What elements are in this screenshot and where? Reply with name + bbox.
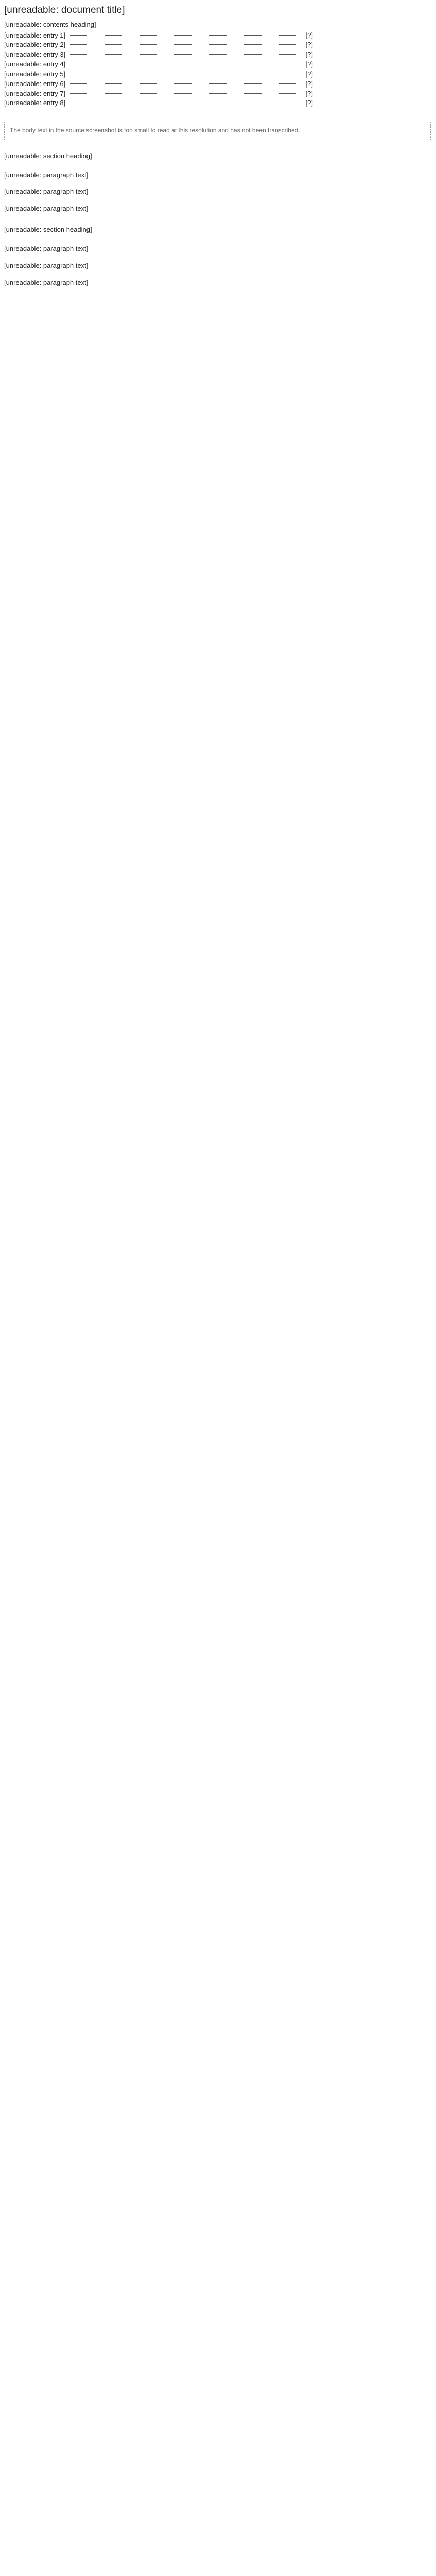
toc-entry-page: [?] <box>305 99 313 107</box>
toc-leader-dots <box>67 44 304 45</box>
toc-entry[interactable] <box>4 70 313 79</box>
toc-entry-page: [?] <box>305 70 313 78</box>
toc-entry-label: [unreadable: entry 6] <box>4 79 66 88</box>
toc-leader-dots <box>67 54 304 55</box>
section-heading: [unreadable: section heading] <box>4 151 92 160</box>
toc-entry-page: [?] <box>305 50 313 59</box>
toc-leader-dots <box>67 83 304 84</box>
section-heading: [unreadable: section heading] <box>4 226 92 234</box>
toc-entry[interactable] <box>4 31 313 41</box>
toc-entry-label: [unreadable: entry 3] <box>4 50 66 59</box>
body-paragraph: [unreadable: paragraph text] <box>4 171 89 179</box>
toc-leader-dots <box>67 35 304 36</box>
transcription-note: The body text in the source screenshot is too small to read at this resolution and has not been transcribed. <box>4 122 431 140</box>
toc-entry-label: [unreadable: entry 2] <box>4 41 66 49</box>
toc-entry[interactable] <box>4 79 313 89</box>
toc-entry-page: [?] <box>305 79 313 88</box>
toc-entry-label: [unreadable: entry 4] <box>4 60 66 69</box>
body-paragraph: [unreadable: paragraph text] <box>4 205 89 213</box>
toc-entry-page: [?] <box>305 60 313 69</box>
body-paragraph: [unreadable: paragraph text] <box>4 188 89 196</box>
toc-entry[interactable] <box>4 89 313 99</box>
document-title: [unreadable: document title] <box>4 5 125 15</box>
toc-entry-page: [?] <box>305 31 313 39</box>
toc-entry-label: [unreadable: entry 7] <box>4 89 66 97</box>
toc-entry[interactable] <box>4 60 313 70</box>
toc-entry-page: [?] <box>305 89 313 97</box>
toc-entry[interactable] <box>4 40 313 50</box>
toc-heading: [unreadable: contents heading] <box>4 20 96 28</box>
toc-entry[interactable] <box>4 50 313 60</box>
toc-entry[interactable] <box>4 98 313 108</box>
toc-entry-label: [unreadable: entry 1] <box>4 31 66 39</box>
body-paragraph: [unreadable: paragraph text] <box>4 261 89 269</box>
toc-entry-page: [?] <box>305 41 313 49</box>
body-paragraph: [unreadable: paragraph text] <box>4 244 89 252</box>
table-of-contents <box>4 31 313 109</box>
toc-leader-dots <box>67 93 304 94</box>
toc-entry-label: [unreadable: entry 5] <box>4 70 66 78</box>
toc-entry-label: [unreadable: entry 8] <box>4 99 66 107</box>
body-paragraph: [unreadable: paragraph text] <box>4 278 89 286</box>
